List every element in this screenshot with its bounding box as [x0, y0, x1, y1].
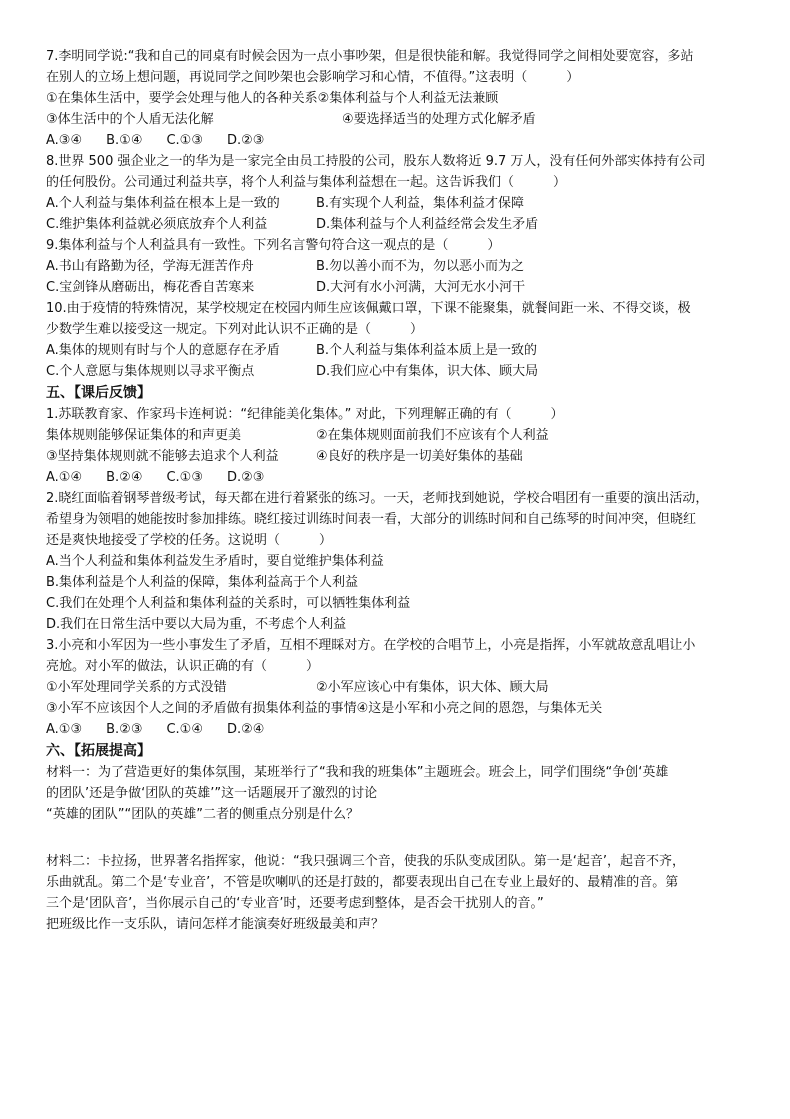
q10-option-c: C.个人意愿与集体规则以寻求平衡点: [46, 364, 255, 379]
s6-material2-line1: 材料二：卡拉扬，世界著名指挥家，他说：“我只强调三个音，使我的乐队变成团队。第一是‘起音’，起音不齐，: [46, 854, 686, 869]
answer-space-1: [46, 825, 752, 851]
s5-q3-option-1: ①小军处理同学关系的方式没错: [46, 680, 227, 695]
q9-option-b: B.勿以善小而不为，勿以恶小而为之: [316, 259, 525, 274]
s5-q1-options-34: [46, 446, 752, 467]
q10-options-ab: [46, 340, 752, 361]
s5-q2-option-c: C.我们在处理个人利益和集体利益的关系时，可以牺牲集体利益: [46, 596, 411, 611]
s5-q3-option-2: ②小军应该心中有集体，识大体、顾大局: [316, 680, 549, 695]
q8-option-d: D.集体利益与个人利益经常会发生矛盾: [316, 217, 539, 232]
s5-q3-options-34: ③小军不应该因个人之间的矛盾做有损集体利益的事情④这是小军和小亮之间的恩怨，与集体无关: [46, 701, 603, 716]
q8-stem-line1: 8.世界 500 强企业之一的华为是一家完全由员工持股的公司，股东人数将近 9.7 万人，没有任何外部实体持有公司: [46, 154, 706, 169]
q10-stem-line1: 10.由于疫情的特殊情况，某学校规定在校园内师生应该佩戴口罩，下课不能聚集，就餐间距一米、不得交谈，极: [46, 301, 691, 316]
s5-q2-stem-line1: 2.晓红面临着钢琴普级考试，每天都在进行着紧张的练习。一天，老师找到她说，学校合唱团有一重要的演出活动，: [46, 491, 709, 506]
q9-stem: 9.集体利益与个人利益具有一致性。下列名言警句符合这一观点的是（ ）: [46, 238, 501, 253]
s5-q1-option-2: ②在集体规则面前我们不应该有个人利益: [316, 428, 549, 443]
s5-q2-option-d: D.我们在日常生活中要以大局为重，不考虑个人利益: [46, 617, 347, 632]
q7-answer-c: C.①③: [166, 133, 203, 148]
q8-option-a: A.个人利益与集体利益在根本上是一致的: [46, 196, 280, 211]
s5-q1-answer-a: A.①④: [46, 470, 83, 485]
q10-stem-line2: 少数学生难以接受这一规定。下列对此认识不正确的是（ ）: [46, 322, 424, 337]
s5-q3-answer-d: D.②④: [227, 722, 265, 737]
q7-option-4: ④要选择适当的处理方式化解矛盾: [342, 112, 536, 127]
q7-stem-line1: 7.李明同学说:“我和自己的同桌有时候会因为一点小事吵架，但是很快能和解。我觉得同学之间相处要宽容，多站: [46, 49, 694, 64]
s5-q2-option-b: B.集体利益是个人利益的保障，集体利益高于个人利益: [46, 575, 359, 590]
q7-answer-b: B.①④: [106, 133, 143, 148]
q8-options-ab: [46, 193, 752, 214]
s5-q3-answer-b: B.②③: [106, 722, 143, 737]
s5-q2-stem-line3: 还是爽快地接受了学校的任务。这说明（ ）: [46, 533, 333, 548]
q8-option-c: C.维护集体利益就必须底放弃个人利益: [46, 217, 268, 232]
s6-material2-question: 把班级比作一支乐队，请问怎样才能演奏好班级最美和声？: [46, 917, 385, 932]
s5-q1-answer-b: B.②④: [106, 470, 143, 485]
q7-answer-d: D.②③: [227, 133, 265, 148]
s6-material1-line1: 材料一：为了营造更好的集体氛围，某班举行了“我和我的班集体”主题班会。班会上，同学们围绕“争创‘英雄: [46, 765, 669, 780]
q10-option-d: D.我们应心中有集体，识大体、顾大局: [316, 364, 539, 379]
s6-material2-line2: 乐曲就乱。第二个是‘专业音’，不管是吹喇叭的还是打鼓的，都要表现出自己在专业上最好的、最精准的音。第: [46, 875, 679, 890]
q7-stem-line2: 在别人的立场上想问题，再说同学之间吵架也会影响学习和心情，不值得。”这表明（ ）: [46, 70, 580, 85]
s5-q1-answer-c: C.①③: [166, 470, 203, 485]
s5-q1-answers: [46, 467, 752, 488]
s5-q1-stem: 1.苏联教育家、作家玛卡连柯说：“纪律能美化集体。” 对此，下列理解正确的有（ ）: [46, 407, 564, 422]
q10-option-a: A.集体的规则有时与个人的意愿存在矛盾: [46, 343, 280, 358]
s5-q3-answers: [46, 719, 752, 740]
section5-heading: 五、【课后反馈】: [46, 385, 151, 401]
s5-q3-answer-a: A.①③: [46, 722, 83, 737]
s5-q2-stem-line2: 希望身为领唱的她能按时参加排练。晓红接过训练时间表一看，大部分的训练时间和自己练琴的时间冲突，但晓红: [46, 512, 697, 527]
s6-material2-line3: 三个是‘团队音’，当你展示自己的‘专业音’时，还要考虑到整体，是否会干扰别人的音。”: [46, 896, 544, 911]
s5-q3-options-12: [46, 677, 752, 698]
section6-heading: 六、【拓展提高】: [46, 743, 151, 759]
s5-q2-option-a: A.当个人利益和集体利益发生矛盾时，要自觉维护集体利益: [46, 554, 384, 569]
q9-options-ab: [46, 256, 752, 277]
s5-q1-options-12: [46, 425, 752, 446]
s5-q1-option-3: ③坚持集体规则就不能够去追求个人利益: [46, 449, 279, 464]
s6-material1-line2: 的团队’还是争做‘团队的英雄’”这一话题展开了激烈的讨论: [46, 786, 378, 801]
s5-q3-answer-c: C.①④: [166, 722, 203, 737]
s6-material1-question: “英雄的团队”“团队的英雄”二者的侧重点分别是什么？: [46, 807, 359, 822]
q8-option-b: B.有实现个人利益，集体利益才保障: [316, 196, 525, 211]
q8-options-cd: [46, 214, 752, 235]
q9-option-d: D.大河有水小河满，大河无水小河干: [316, 280, 526, 295]
q10-options-cd: [46, 361, 752, 382]
q9-options-cd: [46, 277, 752, 298]
q7-answers: [46, 130, 752, 151]
s5-q1-option-1: 集体规则能够保证集体的和声更美: [46, 428, 242, 443]
s5-q1-answer-d: D.②③: [227, 470, 265, 485]
q9-option-a: A.书山有路勤为径，学海无涯苦作舟: [46, 259, 254, 274]
q8-stem-line2: 的任何股份。公司通过利益共享，将个人利益与集体利益想在一起。这告诉我们（ ）: [46, 175, 567, 190]
q10-option-b: B.个人利益与集体利益本质上是一致的: [316, 343, 538, 358]
s5-q3-stem-line1: 3.小亮和小军因为一些小事发生了矛盾，互相不理睬对方。在学校的合唱节上，小亮是指挥，小军就故意乱唱让小: [46, 638, 696, 653]
q7-options-line2: [46, 109, 752, 130]
q7-answer-a: A.③④: [46, 133, 83, 148]
q7-option-3: ③体生活中的个人盾无法化解: [46, 112, 214, 127]
q9-option-c: C.宝剑锋从磨砺出，梅花香自苦寒来: [46, 280, 255, 295]
s5-q1-option-4: ④良好的秩序是一切美好集体的基础: [316, 449, 523, 464]
q7-options-line1: ①在集体生活中，要学会处理与他人的各种关系②集体利益与个人利益无法兼顾: [46, 91, 499, 106]
s5-q3-stem-line2: 亮尬。对小军的做法，认识正确的有（ ）: [46, 659, 320, 674]
